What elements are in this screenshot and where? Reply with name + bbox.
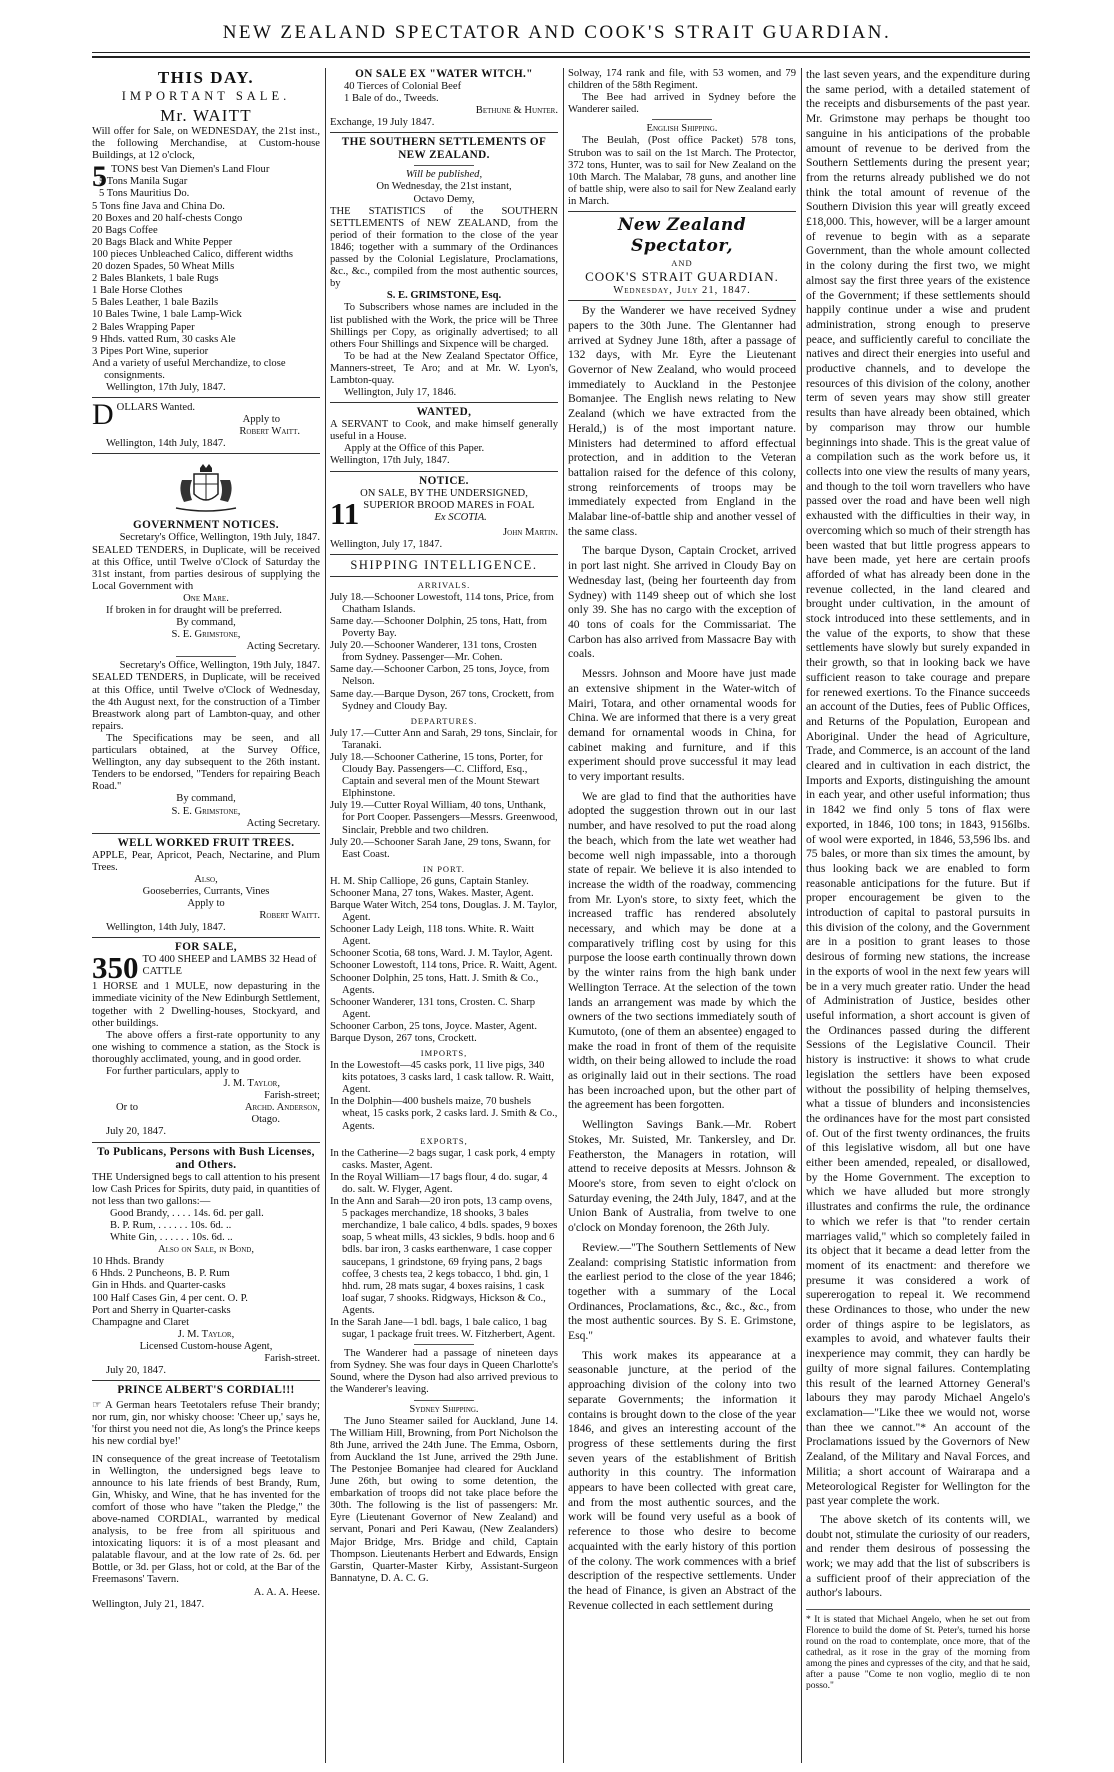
english-shipping-heading: English Shipping. [646,123,718,135]
for-sale-date: July 20, 1847. [106,1126,167,1138]
sale-intro: Will offer for Sale, on WEDNESDAY, the 21st inst., the following Merchandise, at Custom-house Buildings, at 12 o'clock, [92,126,320,162]
for-sale-apply: For further particulars, apply to [106,1066,240,1077]
masthead-rule-thin [92,52,1030,53]
notice-number: 11 [330,495,360,531]
southern-settlements-heading: THE SOUTHERN SETTLEMENTS OF NEW ZEALAND. [341,136,547,162]
fruit-trees-heading: WELL WORKED FRUIT TREES. [117,836,295,849]
publicans-name: J. M. Taylor, [177,1328,235,1340]
gov1-signature: S. E. Grimstone, [171,629,241,641]
gov2-signature: S. E. Grimstone, [171,805,241,817]
water-witch-heading: ON SALE EX "WATER WITCH." [355,68,533,80]
review-p2: The above sketch of its contents will, we doubt not, stimulate the curiosity of our readers, and render them desirous of possessing the work; we may add that the list of subscribers is a sufficient proof of their appreciation of the author's labours. [806,1512,1030,1600]
for-sale-name1: J. M. Taylor, [223,1078,280,1090]
separator [568,300,796,301]
wanderer-note: The Wanderer had a passage of nineteen days from Sydney. She was four days in Queen Charlotte's Sound, where the Dyson had also arrived previous to the Wanderer's leaving. [330,1348,558,1396]
sale-list-item: 2 Bales Blankets, 1 bale Rugs [92,273,219,285]
separator [652,119,712,120]
for-sale-body: 1 HORSE and 1 MULE, now depasturing in the immediate vicinity of the New Edinburgh Settlement, together with 2 Dwelling-houses, Stockyard, and other buildings. [92,981,320,1029]
sale-list-item: 100 pieces Unbleached Calico, different widths [92,248,294,260]
publicans-body: THE Undersigned begs to call attention to his present low Cash Prices for Spirits, duty paid, in quantities of not less than two gallons:— [92,1171,320,1207]
column-divider-1 [325,68,326,1763]
editorial-p1: By the Wanderer we have received Sydney papers to the 30th June. The Glentanner had arrived at Sydney June 18th, after a passage of 132 days, with Mr. Eyre the Lieutenant Governor of New Zealand, who would proceed immediately to Auckland in the Pestonjee Bomanjee. The English news relating to New Zealand (which we have extracted from the Herald,) is of the most important nature. Ministers had determined to afford effectual protection, and in addition to the Veteran battalion raised for the defence of this colony, strong reinforcements of troops may be immediately expected from England in the Malabar line-of-battle ship and another vessel of the same class. [568,304,796,538]
exports-item: In the Ann and Sarah—20 iron pots, 13 camp ovens, 5 packages merchandize, 18 shooks, 3 bales merchandize, 1 bale calico, 4 bdls. spades, 9 boxes soap, 5 wheat mills, 43 sickles, 9 bdls. hoop and 6 bdls. bar iron, 3 casks earthenware, 1 case copper saucepans, 1 grindstone, 69 frying pans, 2 bags coffee, 3 chests tea, 2 kegs tobacco, 1 bhd. gin, 1 hhd. rum, 28 mats sugar, 4 boxes raisins, 1 cask loaf sugar, 7 shooks. Ridgways, Hickson & Co., Agents. [330,1196,558,1316]
imports-list [330,1060,558,1133]
column-4 [806,68,1030,1763]
imports-item: In the Lowestoft—45 casks pork, 11 live pigs, 340 kits potatoes, 3 casks lard, 1 cask tallow. R. Waitt, Agent. [330,1060,554,1096]
for-sale-addr2: Otago. [251,1114,280,1126]
publicans-addr: Farish-street. [264,1352,320,1364]
arrivals-item: Same day.—Schooner Carbon, 25 tons, Joyce, from Nelson. [330,664,550,688]
sale-items-list [92,176,320,357]
sss-size: Octavo Demy, [413,193,475,205]
sale-list-item: 5 Tons Mauritius Do. [99,188,190,200]
bond-list-item: Champagne and Claret [92,1316,190,1328]
sss-published: Will be published, [405,169,483,181]
arrivals-item: Same day.—Barque Dyson, 267 tons, Crockett, from Sydney and Cloudy Bay. [330,688,555,712]
separator [92,397,320,398]
bond-list-item: Gin in Hhds. and Quarter-casks [92,1280,226,1292]
for-sale-or: Or to [116,1102,139,1114]
sale-list-item: 20 Bags Black and White Pepper [92,236,233,248]
water-witch-date: Exchange, 19 July 1847. [330,117,435,129]
sale-variety: And a variety of useful Merchandize, to close consignments. [92,357,286,381]
price-list-item: White Gin, . . . . . . 10s. 6d. .. [110,1232,233,1244]
separator [414,1400,474,1401]
departures-heading: DEPARTURES. [410,715,478,726]
inport-item: Schooner Wanderer, 131 tons, Crosten. C. Sharp Agent. [330,996,536,1020]
arrivals-item: Same day.—Schooner Dolphin, 25 tons, Hatt, from Poverty Bay. [330,616,548,640]
sale-list-item: 10 Bales Twine, 1 bale Lamp-Wick [92,309,242,321]
price-list-item: B. P. Rum, . . . . . . 10s. 6d. .. [110,1219,232,1231]
sale-list-item: 20 Boxes and 20 half-chests Congo [92,212,243,224]
government-notices-heading: GOVERNMENT NOTICES. [132,519,280,532]
departures-item: July 18.—Schooner Catherine, 15 tons, Porter, for Cloudy Bay. Passengers—C. Clifford, Esq., Captain and several men of the Mount Stewart Elphinstone. [330,751,543,800]
auctioneer-name: Mr. WAITT [160,106,252,125]
fruit-also-body: Gooseberries, Currants, Vines [142,885,270,897]
inport-item: Schooner Mana, 27 tons, Wakes. Master, Agent. [330,887,534,899]
column-divider-2 [563,68,564,1763]
publicans-title: Licensed Custom-house Agent, [139,1340,273,1352]
separator [330,402,558,403]
separator [330,576,558,577]
for-sale-number: 350 [92,950,139,986]
exports-heading: EXPORTS, [420,1135,468,1146]
sale-list-item: 5 Tons fine Java and China Do. [92,200,225,212]
separator [414,1344,474,1345]
inport-item: Barque Water Witch, 254 tons, Douglas. J. M. Taylor, Agent. [330,899,558,924]
dollars-wanted-ad [92,398,320,438]
arrivals-item: July 18.—Schooner Lowestoft, 114 tons, Price, from Chatham Islands. [330,591,554,615]
gov2-command: By command, [176,793,236,805]
editorial-p7: This work makes its appearance at a seasonable juncture, at the period of the approaching division of the colony into two separate Governments; the information it contains is brought down to the close of the year 1846, and gives an interesting account of the progress of these settlements during the first seven years of the establishment of British authority in this country. The information appears to have been collected with great care, and from the most authentic sources, and the work will be found very useful as a book of reference to those who desire to become acquainted with the early history of this portion of the colony. The work commences with a brief description of the respective settlements. Under the head of Finance, is given an Abstract of the Revenue collected in each settlement during [568,1348,796,1612]
fruit-body: APPLE, Pear, Apricot, Peach, Nectarine, and Plum Trees. [92,849,320,873]
separator [330,554,558,555]
for-sale-first [92,950,320,986]
footnote: * It is stated that Michael Angelo, when he set out from Florence to build the dome of St. Peter's, turned his horse round on the road to contemplate, once more, that of the cathedral, as it rose in the gray of the morning from among the pines and cypresses of the city, and that he said, after a pause "Come te non voglio, meglio di te non posso." [806,1609,1030,1692]
bond-list-item: 6 Hhds. 2 Puncheons, B. P. Rum [92,1268,230,1280]
inport-item: Schooner Dolphin, 25 tons, Hatt. J. Smith & Co., Agents. [330,972,539,996]
separator [92,1142,320,1143]
publicans-price-list [92,1208,320,1244]
editorial-p2: The barque Dyson, Captain Crocket, arrived in port last night. She arrived in Cloudy Bay on Wednesday last, (being her fourteenth day from Sydney) with 1149 sheep out of which she lost only 39. She has no cargo with the exception of 40 tons of coals for the Commissariat. The Carbon has also arrived from Massacre Bay with coals. [568,544,796,661]
separator [414,165,474,166]
dollars-text: OLLARS Wanted. [116,402,196,414]
separator [330,132,558,133]
notice-ex: Ex SCOTIA. [434,511,487,523]
inport-item: Schooner Lady Leigh, 118 tons. White. R. Waitt Agent. [330,924,535,948]
arrivals-heading: ARRIVALS. [417,579,471,590]
editorial-p6: Review.—"The Southern Settlements of New Zealand: comprising Statistic information from the earliest period to the close of the year 1846; together with a summary of the Local Ordinances, Proclamations, &c., &c., &c., from the most authentic sources. By S. E. Grimstone, Esq." [568,1240,796,1343]
departures-item: July 20.—Schooner Sarah Jane, 29 tons, Swann, for East Coast. [330,836,551,860]
arrivals-list [330,592,558,713]
english-shipping-body: The Beulah, (Post office Packet) 578 tons, Strubon was to sail on the 1st March. The Protector, 372 tons, Hunter, was to sail for New Zealand on the 10th March. The Malabar, 78 guns, and another line of battle ship, were also to sail for New Zealand early in March. [568,135,796,207]
separator [330,471,558,472]
price-list-item: Good Brandy, . . . . 14s. 6d. per gall. [110,1207,264,1219]
royal-coat-of-arms-icon [164,460,248,516]
for-sale-body2: The above offers a first-rate opportunity to any one wishing to commence a station, as the Stock is thoroughly acclimated, young, and in good order. [92,1029,320,1065]
sydney-shipping-heading: Sydney Shipping. [409,1403,479,1415]
inport-item: Schooner Scotia, 68 tons, Ward. J. M. Taylor, Agent. [330,948,553,960]
wanted-apply: Apply at the Office of this Paper. [344,443,485,455]
bond-list-item: Port and Sherry in Quarter-casks [92,1304,231,1316]
separator [176,656,236,657]
notice-line: ON SALE, BY THE UNDERSIGNED, [360,487,528,499]
separator [92,1380,320,1381]
sss-to-be-had: To be had at the New Zealand Spectator Office, Manners-street, Te Aro; and at Mr. W. Lyon's, Lambton-quay. [330,350,558,386]
gov2-office: Secretary's Office, Wellington, 19th July, 1847. [119,660,320,672]
exports-item: In the Catherine—2 bags sugar, 1 cask pork, 4 empty casks. Master, Agent. [330,1147,556,1171]
column-2 [330,68,558,1763]
column-1 [92,68,320,1763]
exports-item: In the Royal William—17 bags flour, 4 do. sugar, 4 do. salt. W. Flyger, Agent. [330,1171,548,1195]
fruit-date: Wellington, 14th July, 1847. [106,922,226,934]
publicans-bond-list [92,1256,320,1329]
for-sale-or-line [92,1102,320,1114]
sss-body: THE STATISTICS of the SOUTHERN SETTLEMENTS of NEW ZEALAND, from the period of their formation to the close of the year 1846; together with a summary of the Ordinances passed by the Colonial Legislature, Proclamations, &c., &c., compiled from the most authentic sources, by [330,205,558,290]
separator [92,453,320,454]
sale-list-item: 20 dozen Spades, 50 Wheat Mills [92,261,235,273]
gov1-item: One Mare. [183,592,229,604]
col3-continuation: Solway, 174 rank and file, with 53 women, and 79 children of the 58th Regiment. [568,68,796,92]
sss-subscribers: To Subscribers whose names are included in the list published with the Work, the price will be Three Shillings per Copy, as originally advertised; to all others Four Shillings and Sixpence will be charged. [330,302,558,350]
sale-list-item: 9 Hhds. vatted Rum, 30 casks Ale [92,333,236,345]
wanted-body: A SERVANT to Cook, and make himself generally useful in a House. [330,419,558,443]
editorial-title-guardian: COOK'S STRAIT GUARDIAN. [585,269,779,285]
dollars-apply: Apply to [242,414,280,426]
gov1-body: SEALED TENDERS, in Duplicate, will be received at this Office, until Twelve o'Clock of Saturday the 31st instant, from parties desirous of supplying the Local Government with [92,544,320,592]
sale-list-item: 1 Bale Horse Clothes [92,285,183,297]
sale-first-text: TONS best Van Diemen's Land Flour [111,164,270,176]
arrivals-item: July 20.—Schooner Wanderer, 131 tons, Crosten from Sydney. Passenger—Mr. Cohen. [330,640,537,664]
editorial-p5: Wellington Savings Bank.—Mr. Robert Stokes, Mr. Suisted, Mr. Tankersley, and Dr. Featherston, the Managers in rotation, will attend to receive deposits at Messrs. Johnson & Moore's store, from seven to eight o'clock on Saturday evening, the 24th July, 1847, and at the Union Bank of Australia, from twelve to one o'clock on Monday forenoon, the 26th July. [568,1118,796,1235]
editorial-title-and: AND [671,258,693,269]
review-p1: the last seven years, and the expenditure during the same period, with a detailed statement of the receipts and disbursements of the past year. Mr. Grimstone may perhaps be thought too sanguine in his anticipations of the probable amount of revenue to be derived from the Southern Settlements during the present year; from the returns already published we do not think the total amount of revenue of the Southern Division this year will greatly exceed £18,000. This, however, will be a larger amount of revenue to begin with as a separate Government, than the whole amount collected in the colony during the first two, we might almost say the first three years of the existence of the Government; if these settlements should happily continue under a wise and prudent administration, strong enough to preserve peace, and sufficiently careful to conciliate the natives and direct their energies into useful and productive channels, and to develope the resources of this division of the colony, another term of seven years may show still greater results than have already been obtained, which by comparison may throw our humble beginnings into shade. This is the great value of a compilation such as the work before us, it collects into one view the results of many years, and though to the toil worn travellers who have passed over the road and have been well nigh exhausted with the difficulties in their way, in overcoming which so much of their strength has been wasted that but little progress appears to have been made, yet here are certain proofs afforded of what has already been done in the revenue collected, in the land cleared and brought under cultivation, in the amount of stock introduced into these settlements, and in the value of the exports, to show that these settlements have slowly but surely expanded in their growth, so that in looking back we have sufficient reason to take courage and prepare for renewed exertions. To the Finance succeeds an account of the Duties, fees of Public Offices, and Returns of the Population, European and Aboriginal. Under the head of Agriculture, Trade, and Commerce, is an account of the land cleared and in cultivation in each district, the Imports and Exports, distinguishing the amount in each year, and other useful information; thus in 1842 we find only 5 tons of flax were exported, in 1846, 100 tons; in 1843, 9156lbs. of wool were exported, in 1846, 53,596 lbs. and 75 bales, or more than six times the amount, by thus looking back we are enabled to form reasonable anticipations for the future. But if proper encouragement be given to the introduction of capital to pastoral pursuits in this division of the colony, and the Government are in a position to grant leases to those desirous of forming new stations, the increase in the exports of wool in the next few years will be in a very much greater ratio. Under the head of Administration of Justice, besides other useful information, a short account is given of the Ordinances passed during the different Sessions of the Legislative Council. Their history is instructive: it shows to what crude legislation the settlers have been exposed without the possibility of helping themselves, what a tissue of blunders and inconsistencies the ordinances have for the most part consisted of. Out of the first twenty ordinances, the fruits of this legislative wisdom, all but one have either been amended, repealed, or disallowed, by the Home Government. The exception to which we have alluded but more strongly illustrates and confirms the rule, the ordinance to which we refer is that "to render certain marriages valid," which so completely failed in its object that it became a dead letter from the moment of its enactment: and therefore we presume it was considered a work of supererogation to repeal it. We recommend these Ordinances to those, who under the new order of things aspire to be legislators, as examples to avoid, and whatever faults their inexperience may commit, they can hardly be guilty of more signal failures. Contemplating this result of the learned Attorney General's labours they may parody Michael Angelo's exclamation—"Like thee we would not, worse than thee we cannot."* An account of the Proclamations issued by the Governors of New Zealand, of the Military and Naval Forces, and Militia; a short account of Wairarapa and a Meteorological Register for Wellington for the past year complete the work. [806,68,1030,1508]
gov2-specifications: The Specifications may be seen, and all particulars obtained, at the Survey Office, Wellington, any day subsequent to the 26th instant. Tenders to be endorsed, "Tenders for repairing Beach Road." [92,732,320,793]
editorial-title: New Zealand Spectator, [617,215,747,257]
inport-item: Schooner Lowestoft, 114 tons, Price. R. Waitt, Agent. [330,960,558,972]
fruit-apply: Apply to [187,898,225,910]
important-sale-heading: IMPORTANT SALE. [121,89,291,103]
water-witch-items [330,81,558,105]
water-witch-signature: Bethune & Hunter. [475,105,558,117]
column-3 [568,68,796,1763]
notice-date: Wellington, July 17, 1847. [330,538,443,550]
exports-list [330,1148,558,1342]
sydney-shipping-body: The Juno Steamer sailed for Auckland, June 14. The William Hill, Browning, from Port Nicholson the 8th June, arrived the 24th June. The Emma, Osborn, from Auckland the 1st June, arrived the 29th June. The Pestonjee Bomanjee had cleared for Auckland June 26th, but owing to some detention, the embarkation of troops did not take place before the 30th. The following is the list of passengers: Mr. Eyre (Lieutenant Governor of New Zealand) and servant, Ponari and Peri Kawau, (New Zealanders) Major Bridge, Mrs. Bridge and child, Captain Thompson. Lieutenants Herbert and Edwards, Ensign Garstin, Quarter-Master Kirby, Assistant-Surgeon Bannatyne, D. A. C. G. [330,1415,558,1584]
cordial-verse: ☞ A German hears Teetotalers refuse Their brandy; nor rum, gin, nor whisky choose: 'Cheer up,' says he, 'for thirst you need not die, As long's the Prince keeps his new cordial bye!' [92,1400,320,1448]
sale-date: Wellington, 17th July, 1847. [106,381,226,393]
inport-item: H. M. Ship Calliope, 26 guns, Captain Stanley. [330,875,529,887]
sss-date: Wellington, July 17, 1846. [344,387,457,399]
for-sale-first-text: TO 400 SHEEP and LAMBS 32 Head of CATTLE [142,954,317,978]
separator [92,833,320,834]
sale-list-item: 3 Pipes Port Wine, superior [92,345,209,357]
dollars-name: Robert Waitt. [239,426,300,438]
sss-author: S. E. GRIMSTONE, Esq. [386,290,502,302]
wanted-heading: WANTED, [416,406,472,419]
notice-signature: John Martin. [503,526,558,538]
gov1-office: Secretary's Office, Wellington, 19th July, 1847. [119,532,320,544]
publicans-bond: Also on Sale, in Bond, [158,1244,254,1256]
cordial-signature: A. A. A. Heese. [253,1586,320,1598]
editorial-date: Wednesday, July 21, 1847. [613,285,751,297]
bee-note: The Bee had arrived in Sydney before the Wanderer sailed. [568,92,796,116]
exports-item: In the Sarah Jane—1 bdl. bags, 1 bale calico, 1 bag sugar, 1 package fruit trees. W. Fitzherbert, Agent. [330,1316,556,1341]
sale-list-item: 5 Bales Leather, 1 bale Bazils [92,297,219,309]
gov1-preference: If broken in for draught will be preferred. [106,605,282,616]
for-sale-heading: FOR SALE, [174,941,238,954]
sale-list-item: 5 Tons Manila Sugar [99,176,188,188]
gov1-command: By command, [176,617,236,629]
notice-item [330,495,558,531]
bond-list-item: 100 Half Cases Gin, 4 per cent. O. P. [92,1292,248,1304]
for-sale-addr1: Farish-street; [264,1090,320,1102]
dollars-date: Wellington, 14th July, 1847. [106,438,226,450]
ww-list-item: 1 Bale of do., Tweeds. [344,93,439,105]
ww-list-item: 40 Tierces of Colonial Beef [344,81,462,92]
column-divider-3 [801,68,802,1763]
in-port-heading: IN PORT. [423,863,465,874]
masthead: NEW ZEALAND SPECTATOR AND COOK'S STRAIT GUARDIAN. [222,22,892,43]
sale-first-number: 5 [92,160,107,194]
inport-item: Schooner Carbon, 25 tons, Joyce. Master, Agent. [330,1020,538,1032]
cordial-heading: PRINCE ALBERT'S CORDIAL!!! [117,1384,295,1397]
for-sale-name2: Archd. Anderson, [244,1102,320,1114]
separator [92,937,320,938]
shipping-heading: SHIPPING INTELLIGENCE. [350,557,538,572]
inport-item: Barque Dyson, 267 tons, Crockett. [330,1033,477,1044]
dollars-dropcap: D [92,398,114,432]
departures-item: July 19.—Cutter Royal William, 40 tons, Unthank, for Port Cooper. Passengers—Messrs. Greenwood, Sinclair, Prebble and two children. [330,800,558,836]
sale-list-item: 2 Bales Wrapping Paper [92,321,195,333]
gov2-body: SEALED TENDERS, in Duplicate, will be received at this Office, until Twelve o'Clock of Wednesday, the 4th August next, for the construction of a Timber Breastwork along part of Lambton-quay, and other repairs. [92,672,320,732]
sale-list-item: 20 Bags Coffee [92,224,158,236]
in-port-list [330,876,558,1045]
departures-item: July 17.—Cutter Ann and Sarah, 29 tons, Sinclair, for Taranaki. [330,727,558,751]
imports-item: In the Dolphin—400 bushels maize, 70 bushels wheat, 15 casks pork, 2 casks lard. J. Smith & Co., Agents. [330,1096,558,1132]
cordial-body: IN consequence of the great increase of Teetotalism in Wellington, the undersigned begs leave to announce to his late friends of best Brandy, Rum, Gin, Whisky, and Wine, that he has invented for the comfort of those who have "taken the Pledge," the above-named CORDIAL, warranted by medical analysis, to be free from all spirituous and intoxicating liquors: it is of a most pleasant and palatable flavour, and at the low rate of 2s. 6d. per Bottle, or 3d. per Glass, hot or cold, at the Bar of the Freemasons' Tavern. [92,1453,320,1586]
gov2-title: Acting Secretary. [246,817,320,829]
imports-heading: IMPORTS, [420,1048,468,1059]
publicans-date: July 20, 1847. [106,1365,167,1377]
fruit-name: Robert Waitt. [259,910,320,922]
cordial-date: Wellington, July 21, 1847. [92,1598,205,1610]
notice-body: SUPERIOR BROOD MARES in FOAL [363,499,535,511]
this-day-heading: THIS DAY. [157,68,255,87]
publicans-heading: To Publicans, Persons with Bush Licenses, and Others. [97,1145,315,1171]
sss-date-line: On Wednesday, the 21st instant, [376,181,512,193]
wanted-date: Wellington, 17th July, 1847. [330,455,450,467]
masthead-rule-thick [92,56,1030,58]
notice-heading: NOTICE. [419,474,469,487]
editorial-p3: Messrs. Johnson and Moore have just made an extensive shipment in the Water-witch of Mairi, Totara, and other ornamental woods for China. We are informed that there is a very great demand for ornamental woods in China, for cabinet making and furniture, and if this experiment should prove successful it may lead to very important results. [568,667,796,784]
editorial-p4: We are glad to find that the authorities have adopted the suggestion thrown out in our last number, and have resolved to put the road along the beach, which from the late wet weather had become well nigh impassable, into a thorough state of repair. We believe it is also intended to increase the width of the roadway, commencing from Mr. Lyon's store, to sixty feet, which the increased traffic has rendered absolutely necessary, and which may be done at a comparatively trifling cost by using for this purpose the loose earth continually thrown down by the winter rains from the high bank under Wellington Terrace. At the selection of the town lands an arrangement was made by which the owners of the two sections immediately south of Kumutoto, (one of them an absentee) engaged to make the road in front of them of the requisite width, on their being allowed to include the road as originally laid out in their sections. The road has been incroached upon, but the other part of the agreement has been forgotten. [568,789,796,1112]
separator [568,211,796,212]
fruit-also: Also, [194,873,218,885]
departures-list [330,728,558,861]
gov1-title: Acting Secretary. [246,641,320,653]
bond-list-item: 10 Hhds. Brandy [92,1256,165,1268]
